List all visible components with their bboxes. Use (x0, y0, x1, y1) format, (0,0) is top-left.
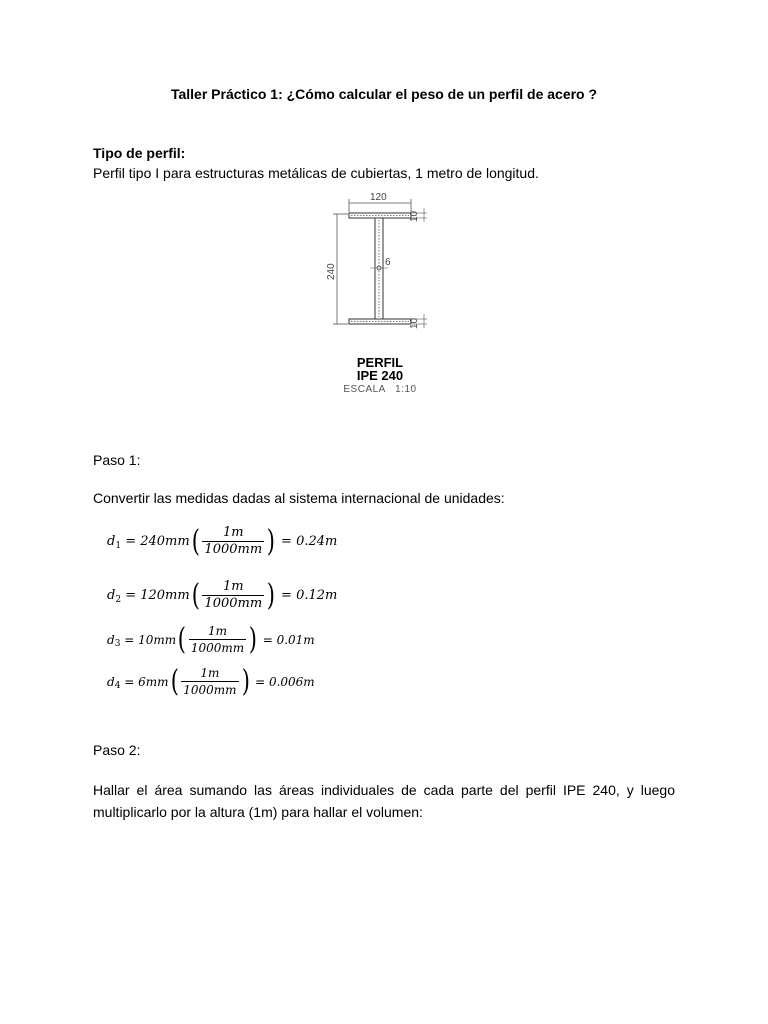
section-description: Perfil tipo I para estructuras metálicas de cubiertas, 1 metro de longitud. (93, 165, 539, 181)
height-dimension-label: 240 (326, 263, 337, 280)
step1-text: Convertir las medidas dadas al sistema internacional de unidades: (93, 490, 505, 506)
section-heading: Tipo de perfil: (93, 145, 186, 161)
drawing-caption-scale: ESCALA 1:10 (343, 384, 417, 395)
drawing-caption-profile: IPE 240 (356, 368, 404, 383)
step2-label: Paso 2: (93, 742, 141, 758)
step2-text: Hallar el área sumando las áreas individuales de cada parte del perfil IPE 240, y luego multiplicarlo por la altura (1m) para hallar el volumen: (93, 782, 675, 820)
equation-2: d 2 = 120mm ( $\frac{1m}{1000mm}$ ) = 0.12m (107, 577, 338, 613)
web-dimension-label: 6 (385, 257, 391, 268)
drawing-caption-title: PERFIL (356, 355, 404, 370)
equation-3: d 3 = 10mm ( $\frac{1m}{1000mm}$ ) = 0.01m (107, 621, 315, 657)
width-dimension-label: 120 (370, 192, 387, 203)
equation-1: d 1 = 240mm ( $\frac{1m}{1000mm}$ ) = 0.24m (107, 523, 338, 559)
ipe-profile-drawing (320, 188, 440, 338)
equation-4: d 4 = 6mm ( $\frac{1m}{1000mm}$ ) = 0.006m (107, 663, 315, 699)
bottom-flange-dimension-label: 10 (409, 317, 420, 329)
step1-label: Paso 1: (93, 452, 141, 468)
page-title: Taller Práctico 1: ¿Cómo calcular el peso de un perfil de acero ? (170, 86, 598, 102)
top-flange-dimension-label: 10 (409, 210, 420, 222)
